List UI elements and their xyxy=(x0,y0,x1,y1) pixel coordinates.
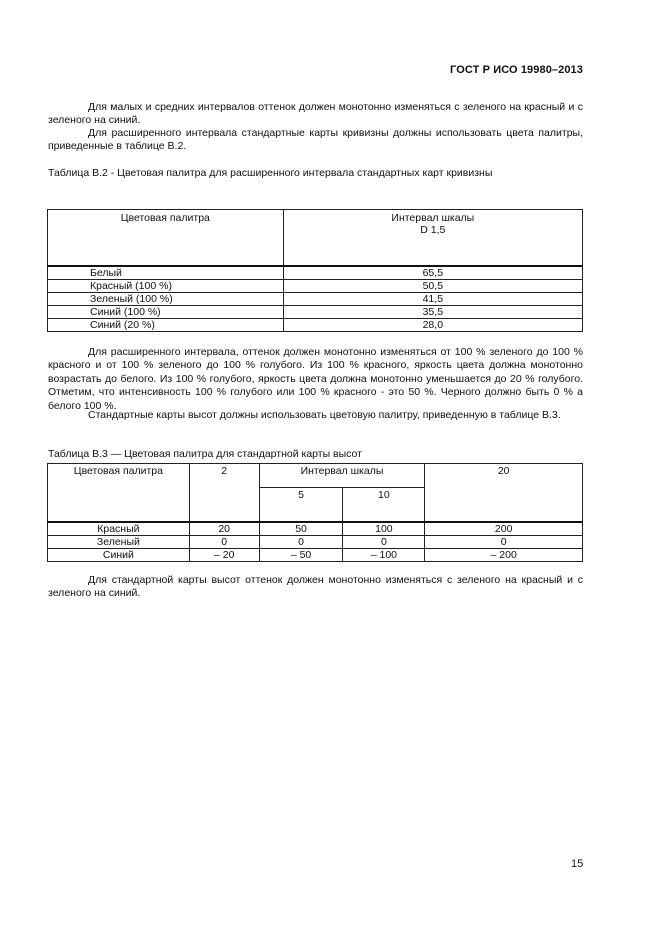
paragraph-2-text: Для расширенного интервала стандартные карты кривизны должны использовать цвета палитры, приведенные в таблице В.2. xyxy=(48,127,583,153)
table-b2-header-interval-line1: Интервал шкалы xyxy=(391,212,475,224)
table-b2-value-cell: 50,5 xyxy=(283,279,582,292)
table-b3-header-5: 5 xyxy=(259,488,343,522)
table-b3-header-2: 2 xyxy=(189,464,259,522)
table-b3-palette-cell: Красный xyxy=(48,522,190,536)
table-b3 xyxy=(47,463,583,562)
table-b3-value-cell: 100 xyxy=(343,522,425,536)
table-b3-value-cell: 0 xyxy=(189,535,259,548)
table-b3-header-row-1 xyxy=(48,464,583,488)
table-b2-value-cell: 65,5 xyxy=(283,266,582,280)
table-b2 xyxy=(47,209,583,332)
table-b2-palette-cell: Красный (100 %) xyxy=(48,279,284,292)
table-b2-value-cell: 35,5 xyxy=(283,305,582,318)
table-row xyxy=(48,266,583,280)
table-b3-value-cell: – 200 xyxy=(425,548,583,561)
table-row xyxy=(48,279,583,292)
table-b2-palette-cell: Синий (20 %) xyxy=(48,318,284,331)
table-b3-value-cell: – 100 xyxy=(343,548,425,561)
table-b2-header-palette: Цветовая палитра xyxy=(48,210,284,266)
table-b3-header-10: 10 xyxy=(343,488,425,522)
table-row xyxy=(48,318,583,331)
table-b2-palette-cell: Синий (100 %) xyxy=(48,305,284,318)
paragraph-1-text: Для малых и средних интервалов оттенок должен монотонно изменяться с зеленого на красный и с зеленого на синий. xyxy=(48,101,583,127)
table-b2-value-cell: 41,5 xyxy=(283,292,582,305)
table-b3-caption: Таблица В.3 — Цветовая палитра для стандартной карты высот xyxy=(48,448,362,460)
table-b2-header-interval xyxy=(283,210,582,266)
table-b3-value-cell: – 50 xyxy=(259,548,343,561)
table-b3-palette-cell: Синий xyxy=(48,548,190,561)
table-b3-value-cell: 20 xyxy=(189,522,259,536)
table-b3-value-cell: – 20 xyxy=(189,548,259,561)
page-number: 15 xyxy=(571,858,584,870)
table-b2-palette-cell: Белый xyxy=(48,266,284,280)
table-b2-header-interval-line2: D 1,5 xyxy=(420,224,446,236)
table-b3-palette-cell: Зеленый xyxy=(48,535,190,548)
table-b3-header-palette: Цветовая палитра xyxy=(48,464,190,522)
table-row xyxy=(48,535,583,548)
table-b3-value-cell: 0 xyxy=(343,535,425,548)
paragraph-4 xyxy=(48,409,583,422)
table-row xyxy=(48,548,583,561)
table-b2-header-row xyxy=(48,210,583,266)
paragraph-5 xyxy=(48,574,583,601)
paragraph-1 xyxy=(48,101,583,128)
table-row xyxy=(48,522,583,536)
table-b3-value-cell: 50 xyxy=(259,522,343,536)
table-b2-palette-cell: Зеленый (100 %) xyxy=(48,292,284,305)
table-b3-header-interval: Интервал шкалы xyxy=(259,464,425,488)
paragraph-2 xyxy=(48,127,583,154)
paragraph-3-text: Для расширенного интервала, оттенок должен монотонно изменяться от 100 % зеленого до 100 % красного и от 100 % зеленого до 100 % голубого. Из 100 % красного, яркость цвета должна монотонно возрастать до белого. Из 100 % голубого, яркость цвета должна монотонно уменьшается до 20 % голубого. Отметим, что интенсивность 100 % голубого или 100 % красного - это 50 %. Черного должно быть 0 % а белого 100 %. xyxy=(48,346,583,412)
table-b3-value-cell: 0 xyxy=(259,535,343,548)
table-row xyxy=(48,292,583,305)
table-row xyxy=(48,305,583,318)
table-b2-caption: Таблица В.2 - Цветовая палитра для расширенного интервала стандартных карт кривизны xyxy=(48,167,493,179)
table-b3-header-20: 20 xyxy=(425,464,583,522)
table-b3-value-cell: 200 xyxy=(425,522,583,536)
table-b2-value-cell: 28,0 xyxy=(283,318,582,331)
paragraph-5-text: Для стандартной карты высот оттенок должен монотонно изменяться с зеленого на красный и с зеленого на синий. xyxy=(48,574,583,600)
table-b3-value-cell: 0 xyxy=(425,535,583,548)
paragraph-3 xyxy=(48,346,583,413)
paragraph-4-text: Стандартные карты высот должны использовать цветовую палитру, приведенную в таблице В.3. xyxy=(88,409,561,421)
document-id-header: ГОСТ Р ИСО 19980–2013 xyxy=(450,64,583,76)
